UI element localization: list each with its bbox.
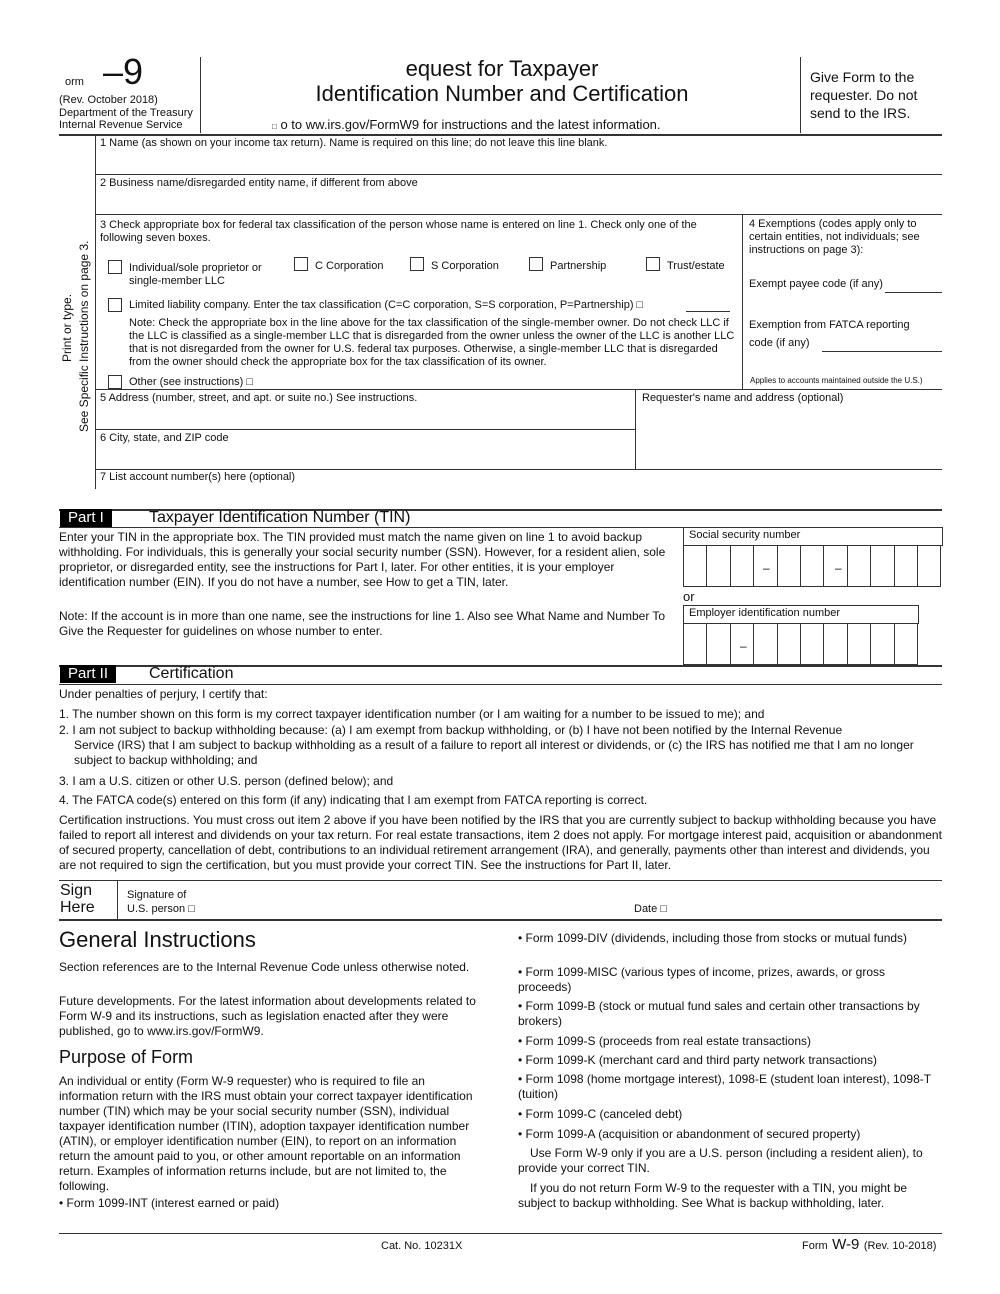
use-form-w9-paragraph: Use Form W-9 only if you are a U.S. person (including a resident alien), to provide your correct TIN. xyxy=(518,1146,923,1175)
backup-withholding-paragraph: If you do not return Form W-9 to the requester with a TIN, you might be subject to backup withholding. See What is backup withholding, later. xyxy=(518,1181,908,1210)
city-state-zip-field[interactable] xyxy=(97,445,633,468)
date-field[interactable] xyxy=(672,885,940,917)
general-instructions-heading: General Instructions xyxy=(59,927,256,952)
line3-label: 3 Check appropriate box for federal tax classification of the person whose name is entered on line 1. Check only one of the following seven boxes. xyxy=(100,219,697,244)
print-or-type-label: Print or type. xyxy=(60,293,74,362)
cert-intro: Under penalties of perjury, I certify that: xyxy=(59,687,268,701)
tin-note: Note: If the account is in more than one name, see the instructions for line 1. Also see What Name and Number To Give the Requester for guidelines on whose number to enter. xyxy=(59,609,666,638)
us-person-label: U.S. person □ xyxy=(127,903,195,915)
c-corporation-label: C Corporation xyxy=(315,260,384,272)
goto-text: o to ww.irs.gov/FormW9 for instructions and the latest information. xyxy=(280,117,661,132)
bullet-1099-misc: • Form 1099-MISC (various types of income, prizes, awards, or gross proceeds) xyxy=(518,965,885,994)
tin-digit-cell[interactable] xyxy=(894,623,918,665)
c-corporation-checkbox[interactable] xyxy=(294,257,308,271)
tin-digit-cell[interactable] xyxy=(683,623,707,665)
line2-label: 2 Business name/disregarded entity name, if different from above xyxy=(100,177,418,189)
bullet-1099-c: • Form 1099-C (canceled debt) xyxy=(518,1107,683,1121)
form-number: –9 xyxy=(103,51,144,92)
form-title-line1: equest for Taxpayer xyxy=(405,56,599,81)
sign-label: Sign xyxy=(60,882,93,899)
form-title-line2: Identification Number and Certification xyxy=(315,81,689,106)
tin-digit-cell[interactable] xyxy=(777,545,801,587)
purpose-paragraph: An individual or entity (Form W-9 requester) who is required to file an information return with the IRS must obtain your correct taxpayer identification number (TIN) which may be your social security number (SSN), individual taxpayer identification number (ITIN), adoption taxpayer identification number (ATIN), or employer identification number (EIN), to report on an information return the amount paid to you, or other amount reportable on an information return. Examples of information returns include, but are not limited to, the following. xyxy=(59,1074,473,1193)
ein-label: Employer identification number xyxy=(689,607,841,619)
requester-field[interactable] xyxy=(637,405,941,468)
tin-digit-cell[interactable] xyxy=(706,545,730,587)
fatca-code-field[interactable] xyxy=(822,338,942,352)
llc-checkbox[interactable] xyxy=(108,298,122,312)
part2-title: Certification xyxy=(149,665,234,682)
footer-w9: W-9 xyxy=(832,1236,860,1253)
account-numbers-field[interactable] xyxy=(97,484,941,508)
bullet-1099-b: • Form 1099-B (stock or mutual fund sales and certain other transactions by brokers) xyxy=(518,999,920,1028)
bullet-1099-k: • Form 1099-K (merchant card and third party network transactions) xyxy=(518,1053,878,1067)
tin-digit-cell[interactable] xyxy=(706,623,730,665)
cert-item-3: 3. I am a U.S. citizen or other U.S. person (defined below); and xyxy=(59,774,394,788)
part2-label: Part II xyxy=(60,665,116,683)
fatca-label: Exemption from FATCA reporting xyxy=(749,319,910,331)
tin-digit-cell[interactable] xyxy=(800,545,824,587)
tin-digit-cell[interactable] xyxy=(800,623,824,665)
llc-note: Note: Check the appropriate box in the line above for the tax classification of the single-member owner. Do not check LLC if the LLC is classified as a single-member LLC that is disregarded from the owner unless the owner of the LLC is another LLC that is not disregarded from the owner for U.S. federal tax purposes. Otherwise, a single-member LLC that is disregarded from the owner should check the appropriate box for the tax classification of its owner. xyxy=(129,317,735,368)
fatca-code-label: code (if any) xyxy=(749,337,810,349)
ssn-label: Social security number xyxy=(689,529,801,541)
exempt-payee-field[interactable] xyxy=(885,279,942,293)
tin-digit-cell[interactable] xyxy=(753,623,777,665)
purpose-heading: Purpose of Form xyxy=(59,1047,194,1067)
bullet-1099-s: • Form 1099-S (proceeds from real estate transactions) xyxy=(518,1034,811,1048)
ein-dash: – xyxy=(740,639,747,653)
ssn-dash-2: – xyxy=(835,561,842,575)
tin-digit-cell[interactable] xyxy=(847,623,871,665)
part1-label: Part I xyxy=(60,509,112,527)
catalog-number: Cat. No. 10231X xyxy=(381,1240,463,1252)
bullet-1099-int: • Form 1099-INT (interest earned or paid) xyxy=(59,1196,280,1210)
agency: Internal Revenue Service xyxy=(59,119,183,131)
goto-instructions xyxy=(272,117,812,134)
individual-label: Individual/sole proprietor or single-member LLC xyxy=(129,262,262,287)
tin-digit-cell[interactable] xyxy=(847,545,871,587)
tin-digit-cell[interactable] xyxy=(870,623,894,665)
ssn-dash-1: – xyxy=(763,561,770,575)
line6-label: 6 City, state, and ZIP code xyxy=(100,432,229,444)
exempt-payee-label: Exempt payee code (if any) xyxy=(749,278,883,290)
line5-label: 5 Address (number, street, and apt. or suite no.) See instructions. xyxy=(100,392,418,404)
exemptions-title: 4 Exemptions (codes apply only to certain entities, not individuals; see instructions on page 3): xyxy=(749,218,920,256)
here-label: Here xyxy=(60,899,95,916)
give-form-note: Give Form to the requester. Do not send to the IRS. xyxy=(810,69,918,121)
address-field[interactable] xyxy=(97,405,633,428)
cert-instructions: Certification instructions. You must cross out item 2 above if you have been notified by the IRS that you are currently subject to backup withholding because you have failed to report all interest and dividends on your tax return. For real estate transactions, item 2 does not apply. For mortgage interest paid, acquisition or abandonment of secured property, cancellation of debt, contributions to an individual retirement arrangement (IRA), and generally, payments other than interest and dividends, you are not required to sign the certification, but you must provide your correct TIN. See the instructions for Part II, later. xyxy=(59,813,942,872)
tin-digit-cell[interactable] xyxy=(917,545,941,587)
section-references: Section references are to the Internal Revenue Code unless otherwise noted. xyxy=(59,960,470,974)
tin-digit-cell[interactable] xyxy=(870,545,894,587)
bullet-1098: • Form 1098 (home mortgage interest), 1098-E (student loan interest), 1098-T (tuition) xyxy=(518,1072,931,1101)
see-specific-label: See Specific Instructions on page 3. xyxy=(77,240,91,432)
or-label: or xyxy=(683,589,695,604)
footer-form-label: Form xyxy=(802,1240,828,1252)
s-corporation-label: S Corporation xyxy=(431,260,499,272)
name-field[interactable] xyxy=(97,150,941,174)
part1-title: Taxpayer Identification Number (TIN) xyxy=(149,509,411,526)
arrow-icon: □ xyxy=(272,122,277,131)
form-prefix: orm xyxy=(65,76,84,88)
tin-digit-cell[interactable] xyxy=(683,545,707,587)
footer-revision: (Rev. 10-2018) xyxy=(863,1240,937,1252)
trust-estate-label: Trust/estate xyxy=(667,260,725,272)
line1-label: 1 Name (as shown on your income tax return). Name is required on this line; do not leave this line blank. xyxy=(100,137,608,149)
line7-label: 7 List account number(s) here (optional) xyxy=(100,471,296,483)
cert-item-4: 4. The FATCA code(s) entered on this form (if any) indicating that I am exempt from FATCA reporting is correct. xyxy=(59,793,648,807)
cert-item-2a: 2. I am not subject to backup withholding because: (a) I am exempt from backup withholding, or (b) I have not been notified by the Internal Revenue xyxy=(59,723,843,737)
tin-digit-cell[interactable] xyxy=(823,623,847,665)
signature-field[interactable] xyxy=(210,885,620,917)
other-label: Other (see instructions) □ xyxy=(129,376,254,388)
llc-classification-field[interactable] xyxy=(686,298,730,312)
llc-label: Limited liability company. Enter the tax classification (C=C corporation, S=S corporation, P=Partnership) □ xyxy=(129,299,644,311)
signature-of-label: Signature of xyxy=(127,889,187,901)
cert-item-1: 1. The number shown on this form is my correct taxpayer identification number (or I am waiting for a number to be issued to me); and xyxy=(59,707,765,721)
individual-checkbox[interactable] xyxy=(108,260,122,274)
requester-label: Requester's name and address (optional) xyxy=(642,392,844,404)
footer-form-id xyxy=(802,1236,936,1254)
trust-estate-checkbox[interactable] xyxy=(646,257,660,271)
department: Department of the Treasury xyxy=(59,107,193,119)
tin-instructions: Enter your TIN in the appropriate box. The TIN provided must match the name given on line 1 to avoid backup withholding. For individuals, this is generally your social security number (SSN). However, for a resident alien, sole proprietor, or disregarded entity, see the instructions for Part I, later. For other entities, it is your employer identification number (EIN). If you do not have a number, see How to get a TIN, later. xyxy=(59,530,666,589)
tin-digit-cell[interactable] xyxy=(730,545,754,587)
bullet-1099-a: • Form 1099-A (acquisition or abandonment of secured property) xyxy=(518,1127,861,1141)
partnership-label: Partnership xyxy=(550,260,607,272)
other-checkbox[interactable] xyxy=(108,375,122,389)
s-corporation-checkbox[interactable] xyxy=(410,257,424,271)
bullet-1099-div: • Form 1099-DIV (dividends, including those from stocks or mutual funds) xyxy=(518,931,908,945)
tin-digit-cell[interactable] xyxy=(894,545,918,587)
cert-item-2b: Service (IRS) that I am subject to backup withholding as a result of a failure to report all interest or dividends, or (c) the IRS has notified me that I am no longer subject to backup withholding; and xyxy=(74,738,914,767)
partnership-checkbox[interactable] xyxy=(529,257,543,271)
business-name-field[interactable] xyxy=(97,190,941,213)
revision-date: (Rev. October 2018) xyxy=(59,94,158,106)
date-label: Date □ xyxy=(634,903,667,915)
future-developments: Future developments. For the latest information about developments related to Form W-9 and its instructions, such as legislation enacted after they were published, go to www.irs.gov/FormW9. xyxy=(59,994,476,1038)
tin-digit-cell[interactable] xyxy=(777,623,801,665)
fatca-applies-note: Applies to accounts maintained outside the U.S.) xyxy=(750,376,923,385)
